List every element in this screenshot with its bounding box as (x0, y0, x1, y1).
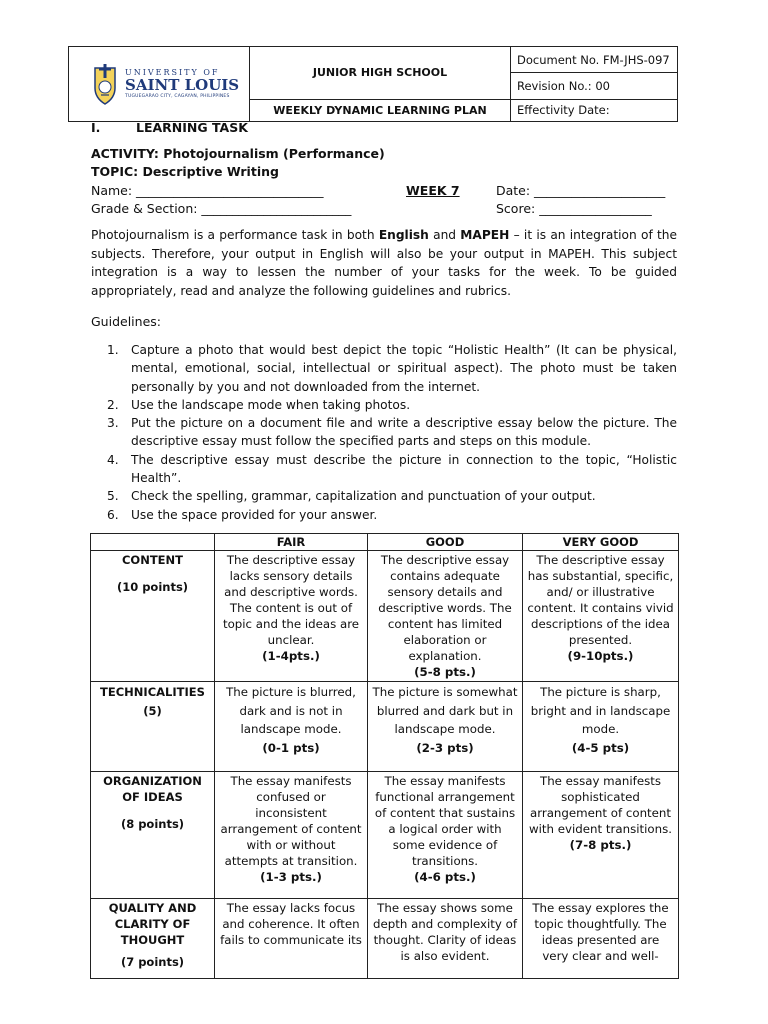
good-cell (368, 899, 523, 979)
rubric-header-good: GOOD (368, 534, 523, 551)
criterion-label: QUALITY AND CLARITY OF THOUGHT (108, 901, 197, 947)
list-item (91, 341, 677, 396)
fair-description: The descriptive essay lacks sensory details and descriptive words. The content is out of topic and the ideas are unclear. (222, 553, 360, 647)
very-good-points: (4-5 pts) (571, 740, 630, 755)
criterion-cell (91, 682, 215, 772)
list-text: Check the spelling, grammar, capitalization and punctuation of your output. (131, 489, 596, 504)
good-points: (4-6 pts.) (414, 870, 476, 884)
very-good-description: The essay manifests sophisticated arrangement of content with evident transitions. (529, 774, 672, 836)
rubric-header-fair: FAIR (215, 534, 368, 551)
list-number: 2. (107, 397, 119, 412)
good-points: (2-3 pts) (416, 740, 474, 755)
very-good-description: The essay explores the topic thoughtfully. The ideas presented are very clear and well- (532, 901, 669, 963)
fair-points: (1-3 pts.) (260, 870, 322, 884)
good-description: The essay shows some depth and complexity of thought. Clarity of ideas is also evident. (372, 901, 518, 963)
intro-text-3: – it is an integration of the subjects. Therefore, your output in English will also be your output in MAPEH. This subject integration is a way to lessen the number of your tasks for the week. To be guided appropriately, read and analyze the following guidelines and rubrics. (91, 228, 677, 299)
name-field: Name: ______________________________ (91, 183, 324, 198)
criterion-points: (8 points) (120, 817, 185, 831)
list-number: 6. (107, 507, 119, 522)
revision-number: Revision No.: 00 (511, 73, 678, 99)
activity-line: ACTIVITY: Photojournalism (Performance) (91, 146, 385, 161)
very-good-cell (523, 772, 679, 899)
table-row (91, 551, 679, 682)
school-name: JUNIOR HIGH SCHOOL (250, 47, 511, 100)
fair-cell (215, 682, 368, 772)
week-label: WEEK 7 (406, 183, 460, 198)
criterion-points: (5) (143, 703, 162, 718)
fair-points: (1-4pts.) (262, 649, 320, 663)
criterion-cell (91, 899, 215, 979)
table-row (91, 772, 679, 899)
plan-title: WEEKLY DYNAMIC LEARNING PLAN (250, 99, 511, 121)
intro-english: English (378, 228, 429, 242)
fair-description: The essay lacks focus and coherence. It often fails to communicate its (220, 901, 362, 947)
intro-text-2: and (428, 228, 461, 242)
good-cell (368, 551, 523, 682)
list-text: Capture a photo that would best depict the topic “Holistic Health” (It can be physical, mental, emotional, social, intellectual or spiritual aspect). The photo must be taken personally by you and not downloaded from the internet. (131, 343, 677, 394)
guidelines-list (91, 341, 677, 524)
very-good-points: (9-10pts.) (567, 649, 634, 663)
rubric-header-row (91, 534, 679, 551)
intro-text-1: Photojournalism is a performance task in both (91, 228, 379, 242)
list-text: Use the landscape mode when taking photos. (131, 397, 411, 412)
criterion-label: TECHNICALITIES (100, 685, 205, 699)
very-good-cell (523, 682, 679, 772)
section-numeral: I. (91, 120, 101, 135)
good-cell (368, 682, 523, 772)
rubric-header-very-good: VERY GOOD (523, 534, 679, 551)
good-points: (5-8 pts.) (414, 665, 476, 679)
score-field: Score: __________________ (496, 201, 652, 216)
fair-points: (0-1 pts) (262, 740, 320, 755)
document-number: Document No. FM-JHS-097 (511, 47, 678, 73)
good-description: The descriptive essay contains adequate sensory details and descriptive words. The content has limited elaboration or explanation. (378, 553, 512, 663)
very-good-cell (523, 551, 679, 682)
criterion-cell (91, 551, 215, 682)
date-field: Date: _____________________ (496, 183, 666, 198)
list-item (91, 451, 677, 488)
list-item (91, 414, 677, 451)
table-row (91, 899, 679, 979)
rubric-table (90, 533, 679, 979)
table-row (91, 682, 679, 772)
university-address: TUGUEGARAO CITY, CAGAYAN, PHILIPPINES (125, 93, 230, 99)
fair-cell (215, 899, 368, 979)
list-item (91, 487, 677, 505)
very-good-description: The descriptive essay has substantial, specific, and/ or illustrative content. It contains vivid descriptions of the idea presented. (527, 553, 674, 647)
university-logo (75, 62, 243, 106)
fair-cell (215, 772, 368, 899)
logo-cell (69, 47, 250, 122)
list-number: 5. (107, 489, 119, 504)
section-title: LEARNING TASK (136, 120, 248, 135)
criterion-points: (10 points) (116, 580, 189, 594)
criterion-cell (91, 772, 215, 899)
document-header (68, 46, 678, 122)
very-good-cell (523, 899, 679, 979)
list-number: 3. (107, 416, 119, 431)
list-item (91, 396, 677, 414)
topic-line: TOPIC: Descriptive Writing (91, 164, 279, 179)
fair-description: The picture is blurred, dark and is not in landscape mode. (226, 685, 356, 736)
criterion-label: ORGANIZATION OF IDEAS (103, 774, 202, 804)
effectivity-date: Effectivity Date: (511, 99, 678, 121)
intro-paragraph (91, 226, 677, 301)
good-cell (368, 772, 523, 899)
university-line1: UNIVERSITY OF (125, 67, 220, 77)
seal-icon (91, 62, 119, 106)
university-name: SAINT LOUIS (125, 75, 240, 94)
list-text: Put the picture on a document file and write a descriptive essay below the picture. The descriptive essay must follow the specified parts and steps on this module. (131, 416, 677, 449)
intro-mapeh: MAPEH (460, 228, 510, 242)
list-text: Use the space provided for your answer. (131, 507, 378, 522)
list-number: 1. (107, 343, 119, 357)
very-good-points: (7-8 pts.) (569, 838, 632, 852)
list-item (91, 506, 677, 524)
criterion-label: CONTENT (121, 553, 183, 567)
grade-section-field: Grade & Section: ________________________ (91, 201, 352, 216)
guidelines-label: Guidelines: (91, 314, 161, 329)
good-description: The picture is somewhat blurred and dark but in landscape mode. (372, 685, 518, 736)
good-description: The essay manifests functional arrangement of content that sustains a logical order with some evidence of transitions. (374, 774, 516, 868)
rubric-header-blank (91, 534, 215, 551)
criterion-points: (7 points) (120, 955, 185, 969)
very-good-description: The picture is sharp, bright and in landscape mode. (530, 685, 671, 736)
list-text: The descriptive essay must describe the picture in connection to the topic, “Holistic Health”. (131, 452, 677, 486)
list-number: 4. (107, 452, 119, 467)
fair-description: The essay manifests confused or inconsistent arrangement of content with or without attempts at transition. (220, 774, 362, 868)
fair-cell (215, 551, 368, 682)
